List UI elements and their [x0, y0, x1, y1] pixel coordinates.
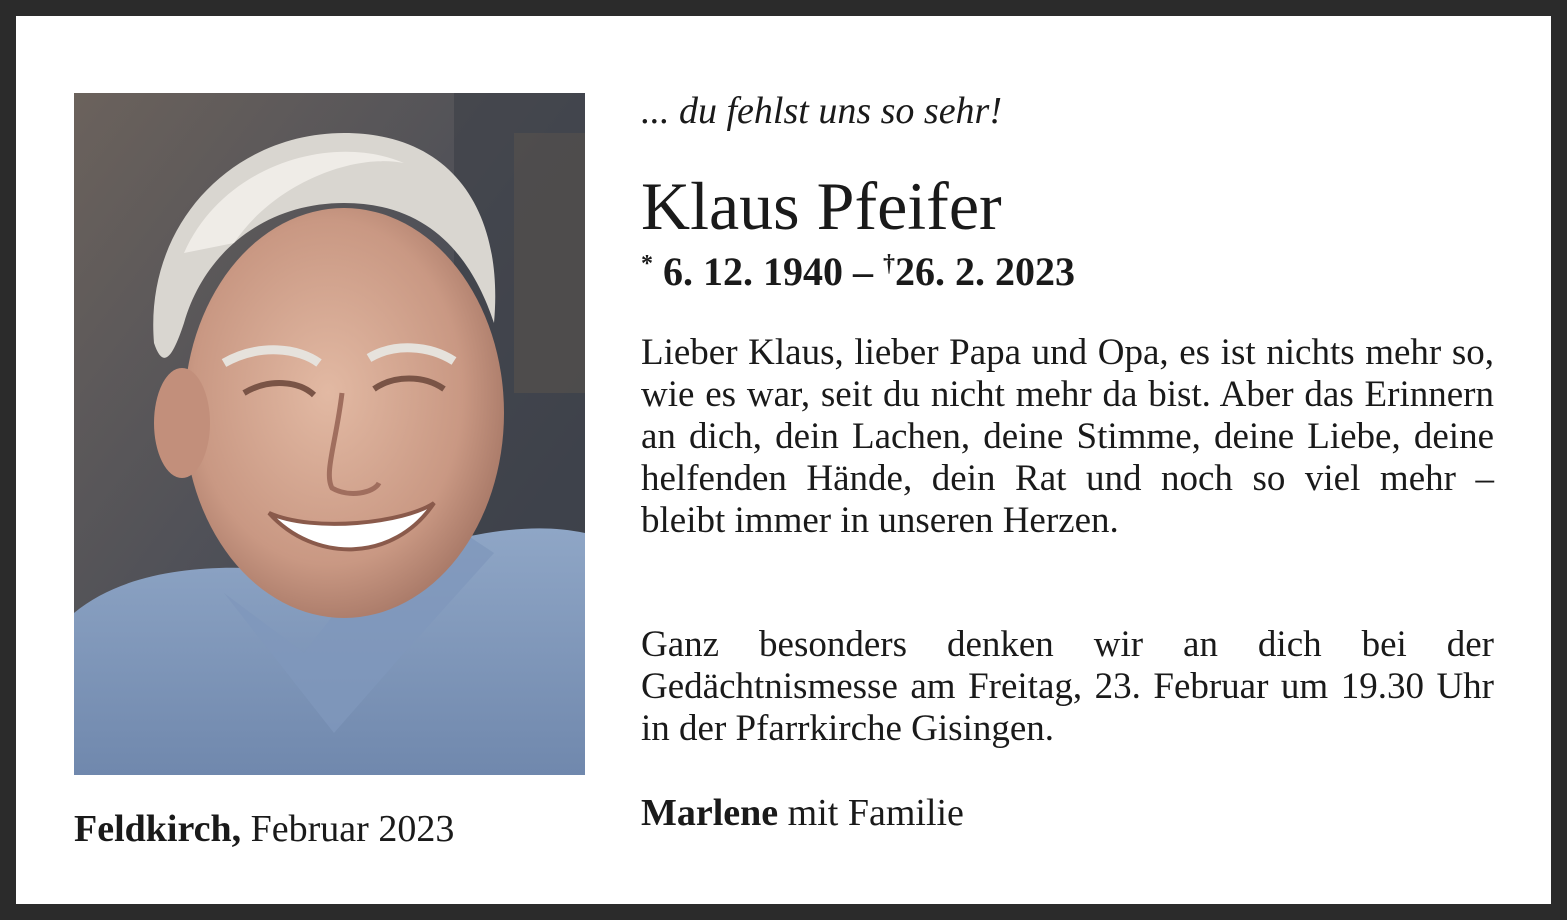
place-and-date: [74, 806, 454, 852]
message-paragraph-2: Ganz besonders denken wir an dich bei der Gedächtnismesse am Freitag, 23. Februar um 19.30 Uhr in der Pfarrkirche Gisingen.: [641, 624, 1494, 749]
signature-name: Marlene: [641, 792, 779, 834]
portrait-photo: [74, 93, 585, 775]
birth-date: 6. 12. 1940: [663, 249, 843, 294]
portrait-illustration: [74, 93, 585, 775]
motto: ... du fehlst uns so sehr!: [641, 90, 1002, 132]
message-paragraph-1: Lieber Klaus, lieber Papa und Opa, es ist nichts mehr so, wie es war, seit du nicht mehr da bist. Aber das Erinnern an dich, dein Lachen, deine Stimme, deine Liebe, deine helfenden Hände, dein Rat und noch so viel mehr – bleibt immer in unseren Herzen.: [641, 332, 1494, 541]
date-separator: –: [843, 249, 883, 294]
date: Februar 2023: [241, 808, 455, 850]
signature-rest: mit Familie: [778, 792, 964, 834]
death-symbol: †: [883, 251, 895, 277]
death-date: 26. 2. 2023: [895, 249, 1075, 294]
life-dates: [641, 248, 1075, 296]
deceased-name: Klaus Pfeifer: [641, 168, 1002, 244]
signature: [641, 790, 964, 836]
place: Feldkirch,: [74, 808, 242, 850]
birth-symbol: *: [641, 251, 653, 277]
